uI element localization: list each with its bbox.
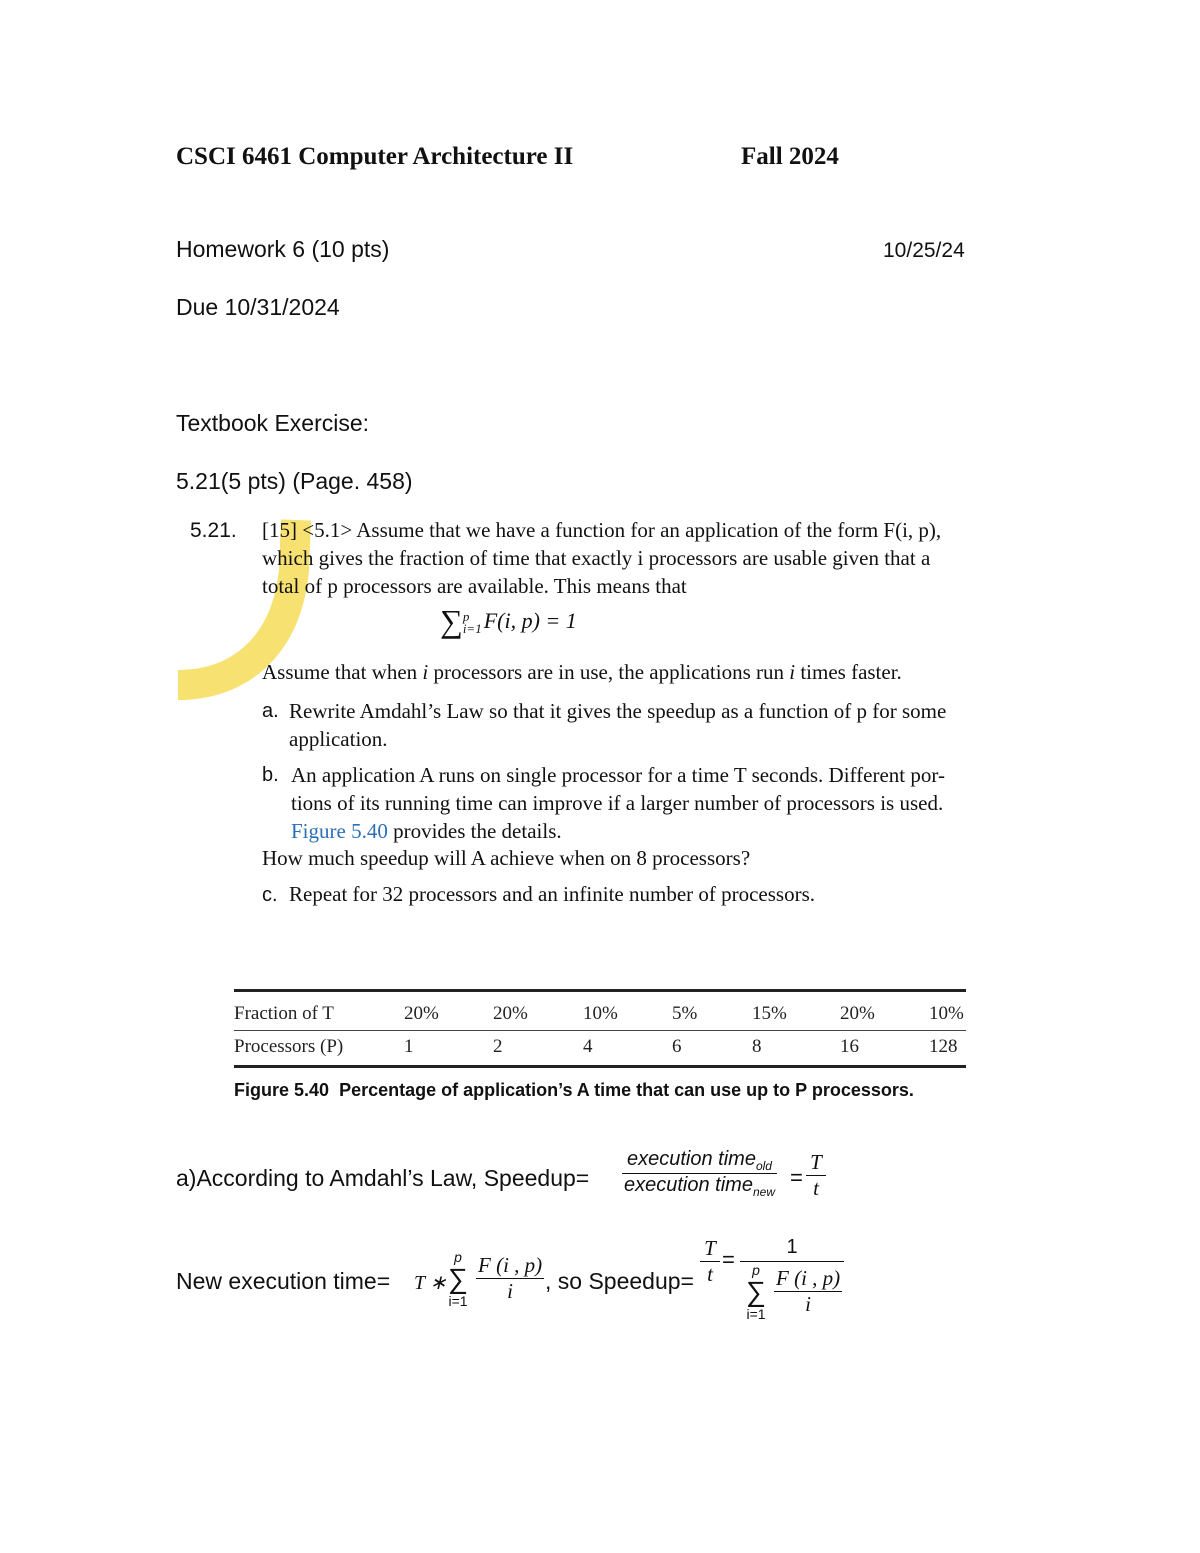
assume-var: i (422, 660, 429, 684)
part-b-tail: provides the details. (387, 819, 562, 843)
table-cell: 10% (929, 1003, 964, 1024)
sum-sup: p (462, 608, 470, 624)
table-cell: 5% (672, 1003, 698, 1024)
denominator-sub: new (752, 1185, 775, 1199)
t-den: t (707, 1262, 713, 1286)
new-exec-prefix: New execution time= (176, 1268, 391, 1294)
table-cell: 8 (752, 1036, 762, 1057)
part-b-label: b. (262, 764, 279, 786)
table-cell: 128 (929, 1036, 958, 1057)
part-b-line: tions of its running time can improve if a larger number of processors is used. (291, 791, 944, 815)
table-cell: 4 (583, 1036, 593, 1057)
sum-block-2 (742, 1262, 770, 1322)
part-a-label: a. (262, 700, 279, 722)
fraction-denominator (622, 1174, 777, 1199)
assume-line (262, 660, 902, 685)
T-over-t (806, 1150, 826, 1201)
part-b-line (291, 817, 1031, 845)
table-row (234, 1031, 966, 1064)
part-b-text (291, 761, 1031, 845)
table-top-rule (234, 989, 966, 992)
equals-sign: = (790, 1165, 803, 1190)
due-date: Due 10/31/2024 (176, 294, 340, 320)
table-cell: 6 (672, 1036, 682, 1057)
figure-table-wrap (234, 989, 966, 1068)
section-label: Textbook Exercise: (176, 410, 370, 436)
final-denominator (740, 1262, 844, 1322)
sum-top: p (752, 1262, 760, 1278)
assume-text: times faster. (795, 660, 902, 684)
numerator-sub: old (755, 1159, 772, 1173)
sum-block-1 (444, 1249, 472, 1309)
sum-rest: F(i, p) = 1 (483, 608, 577, 633)
homework-title: Homework 6 (10 pts) (176, 236, 390, 262)
speedup-fraction (622, 1148, 777, 1199)
part-a-text (289, 697, 1029, 753)
sum-formula (440, 603, 577, 640)
answer-a-prefix: a)According to Amdahl’s Law, Speedup= (176, 1165, 590, 1191)
table-cell: 2 (493, 1036, 503, 1057)
sum-symbol: ∑ (440, 603, 463, 639)
table-cell: 1 (404, 1036, 414, 1057)
table-cell: 16 (840, 1036, 859, 1057)
figure-table (234, 998, 966, 1063)
sum-symbol: ∑ (746, 1276, 766, 1307)
table-row (234, 998, 966, 1031)
part-b-line: An application A runs on single processor for a time T seconds. Different por- (291, 763, 945, 787)
exercise-intro (262, 516, 1022, 600)
T-over-t-2 (700, 1236, 720, 1287)
i-den: i (507, 1279, 513, 1303)
problem-label: 5.21(5 pts) (Page. 458) (176, 468, 413, 494)
F-num: F (i , p) (776, 1266, 841, 1290)
table-cell: 20% (840, 1003, 875, 1024)
sum-top: p (454, 1249, 462, 1265)
figure-caption (234, 1080, 914, 1101)
exercise-line: which gives the fraction of time that exactly i processors are usable given that a (262, 546, 931, 570)
F-over-i-2 (774, 1266, 842, 1317)
T-num: T (806, 1150, 826, 1176)
speedup-final-fraction (740, 1236, 844, 1322)
numerator-text: execution time (627, 1148, 756, 1170)
i-den: i (805, 1292, 811, 1316)
so-speedup: , so Speedup= (545, 1268, 694, 1294)
part-a-line: application. (289, 727, 388, 751)
F-over-i-1 (476, 1253, 544, 1304)
exercise-number: 5.21. (190, 519, 237, 542)
part-c-label: c. (262, 884, 278, 906)
table-cell: 20% (404, 1003, 439, 1024)
table-bottom-rule (234, 1065, 966, 1068)
caption-bold: Figure 5.40 (234, 1080, 330, 1100)
sum-bottom: i=1 (746, 1306, 766, 1322)
F-num: F (i , p) (478, 1253, 543, 1277)
table-cell: 10% (583, 1003, 618, 1024)
equals-sign-2: = (722, 1247, 735, 1272)
sum-symbol: ∑ (448, 1263, 468, 1294)
t-den: t (813, 1176, 819, 1200)
one-numerator: 1 (740, 1236, 844, 1262)
exercise-line: total of p processors are available. This means that (262, 574, 687, 598)
fraction-numerator (622, 1148, 777, 1174)
exercise-line: [15] <5.1> Assume that we have a function for an application of the form F(i, p), (262, 518, 942, 542)
T-num: T (700, 1236, 720, 1262)
part-c-text: Repeat for 32 processors and an infinite number of processors. (289, 882, 816, 906)
homework-date: 10/25/24 (883, 239, 965, 262)
row-label: Processors (P) (234, 1036, 344, 1057)
assume-var: i (789, 660, 796, 684)
part-a-line: Rewrite Amdahl’s Law so that it gives the speedup as a function of p for some (289, 699, 947, 723)
assume-text: Assume that when (262, 660, 423, 684)
how-much-question: How much speedup will A achieve when on 8 processors? (262, 846, 751, 870)
course-title: CSCI 6461 Computer Architecture II (176, 143, 574, 170)
caption-text: Percentage of application’s A time that can use up to P processors. (339, 1080, 914, 1100)
denominator-text: execution time (624, 1174, 753, 1196)
table-cell: 20% (493, 1003, 528, 1024)
T-times: T ∗ (414, 1272, 447, 1294)
sum-bottom: i=1 (448, 1293, 468, 1309)
row-label: Fraction of T (234, 1003, 334, 1024)
figure-link[interactable]: Figure 5.40 (291, 819, 388, 843)
sum-sub: i=1 (462, 620, 482, 636)
term-label: Fall 2024 (741, 143, 839, 170)
table-cell: 15% (752, 1003, 787, 1024)
assume-text: processors are in use, the applications run (428, 660, 790, 684)
